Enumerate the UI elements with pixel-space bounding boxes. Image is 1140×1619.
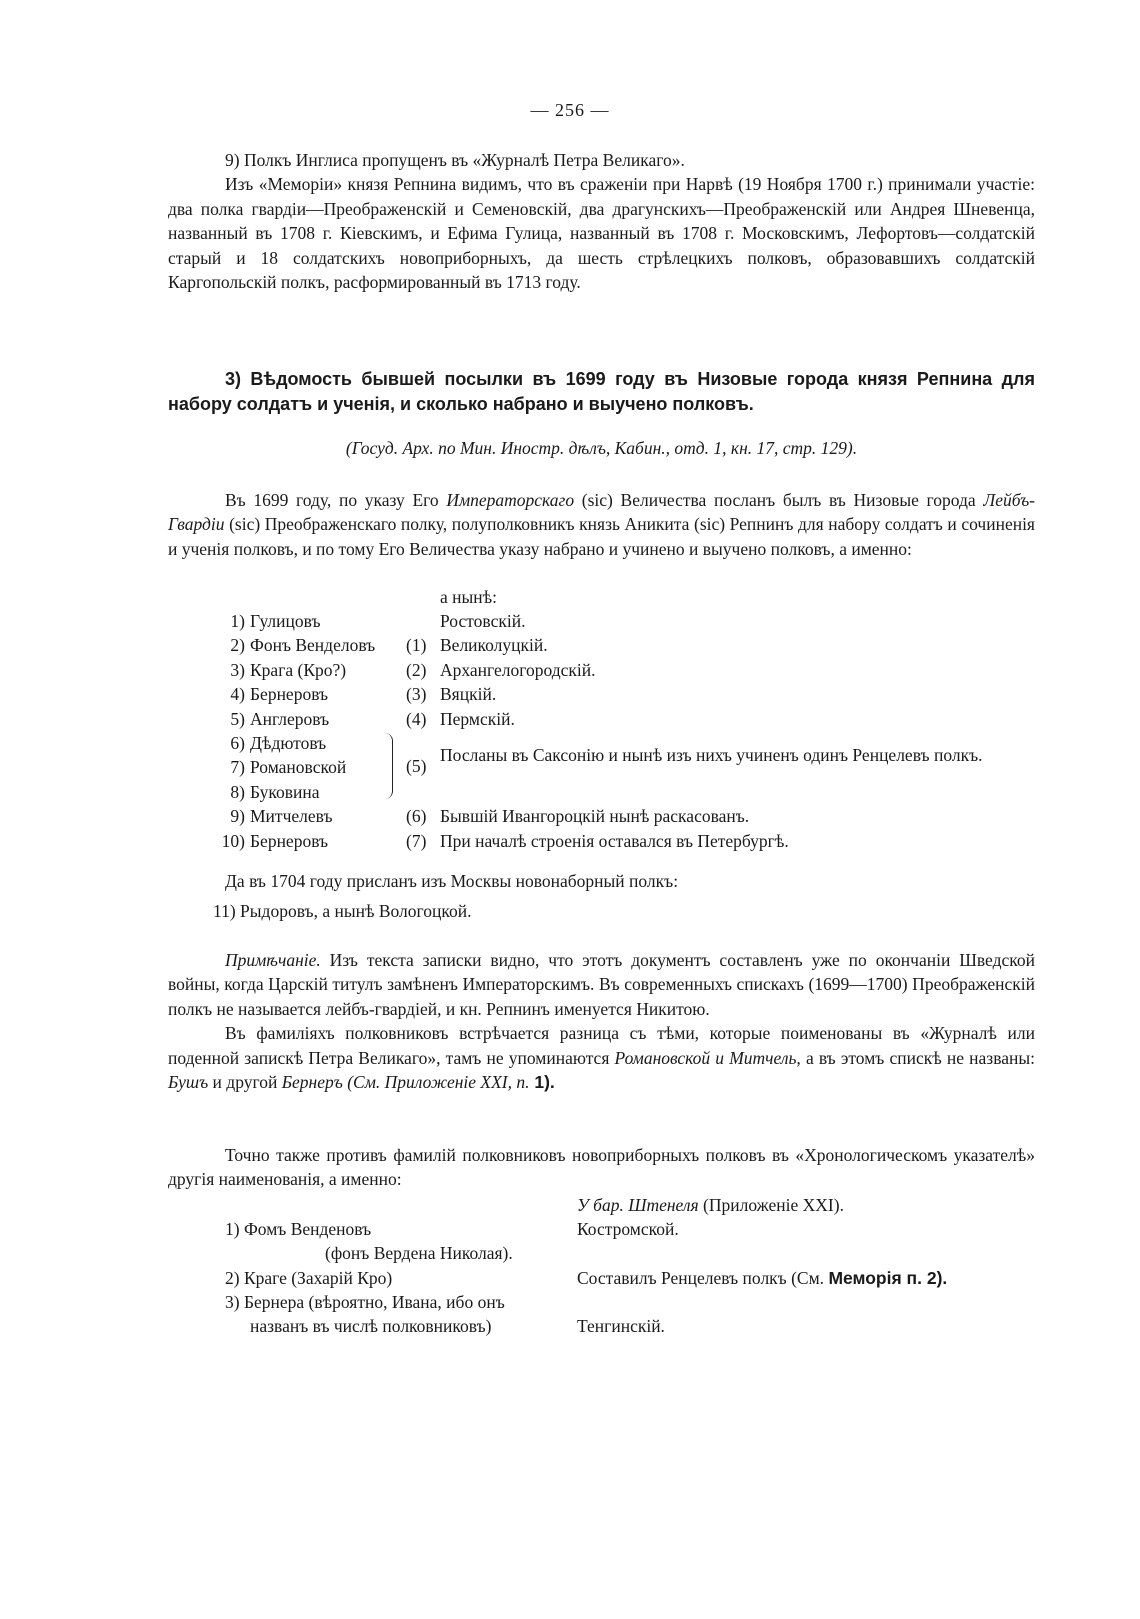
regiment-number: 2)	[230, 635, 245, 656]
paragraph-chronology: Точно также противъ фамилій полковниковъ новоприборныхъ полковъ въ «Хронологическомъ указателѣ» другія наименованія, а именно:	[168, 1145, 1035, 1190]
note-9: 9) Полкъ Инглиса пропущенъ въ «Журналѣ Петра Великаго». Изъ «Меморіи» князя Репнина видимъ, что въ сраженіи при Нарвѣ (19 Ноября 1700 г.) принимали участіе: два полка гвардіи—Преображенскій и Семеновскій, два драгунскихъ—Преображенскій или Андрея Шневенца, названный въ 1708 г. Кіевскимъ, и Ефима Гулица, названный въ 1708 г. Московскимъ, Лефортовъ—солдатскій старый и 18 солдатскихъ новоприборныхъ, да шесть стрѣлецкихъ полковъ, образовавшихъ солдатскій Каргопольскій полкъ, расформированный въ 1713 году.	[168, 148, 1035, 294]
regiment-ref: (3)	[406, 684, 427, 705]
regiment-number: 7)	[230, 757, 245, 778]
regiment-ref: (2)	[406, 659, 427, 680]
regiment-number: 6)	[230, 733, 245, 753]
regiment-number: 10)	[221, 830, 245, 851]
regiment-now: Бывшій Ивангороцкій нынѣ раскасованъ.	[440, 806, 750, 827]
regiment-now: Пермскій.	[440, 708, 515, 729]
section-heading: 3) Вѣдомость бывшей посылки въ 1699 году въ Низовые города князя Репнина для набору солдатъ и ученія, и сколько набрано и выучено полковъ.	[168, 369, 1035, 414]
group-ref: (5)	[406, 756, 427, 776]
table-row: 1) Фомъ Венденовъ	[225, 1219, 372, 1239]
archive-citation: (Госуд. Арх. по Мин. Иностр. дѣлъ, Кабин., отд. 1, кн. 17, стр. 129).	[345, 438, 858, 458]
regiment-now: Архангелогородскій.	[440, 659, 596, 680]
regiment-now: При началѣ строенія оставался въ Петербургѣ.	[440, 830, 789, 851]
regiment-colonel: Дѣдютовъ	[250, 733, 327, 753]
regiment-ref: (6)	[406, 806, 427, 827]
item-11: 11) Рыдоровъ, а нынѣ Вологоцкой.	[213, 901, 472, 921]
regiment-colonel: Бернеровъ	[250, 830, 329, 851]
table-cell: (фонъ Вердена Николая).	[325, 1243, 513, 1263]
table-cell: Тенгинскій.	[577, 1316, 665, 1336]
regiment-number: 1)	[230, 611, 245, 631]
regiment-colonel: Романовской	[250, 757, 347, 778]
table-cell: названъ въ числѣ полковниковъ)	[250, 1316, 492, 1336]
regiment-number: 9)	[230, 806, 245, 827]
regiment-colonel: Крага (Кро?)	[250, 659, 347, 680]
table-row: 3) Бернера (вѣроятно, Ивана, ибо онъ	[225, 1292, 505, 1312]
regiment-number: 4)	[230, 684, 245, 705]
regiment-colonel: Бернеровъ	[250, 684, 329, 705]
list-header: а нынѣ:	[440, 587, 497, 607]
regiment-ref: (4)	[406, 708, 427, 729]
regiment-ref: (1)	[406, 635, 427, 656]
regiment-now: Ростовскій.	[440, 611, 526, 631]
regiment-number: 8)	[230, 781, 245, 802]
paragraph-1699: Въ 1699 году, по указу Его Императорскаго (sic) Величества посланъ былъ въ Низовые города Лейбъ-Гвардіи (sic) Преображенскаго полку, полуполковникъ князь Аникита (sic) Репнинъ для набору солдатъ и сочиненія и ученія полковъ, и по тому Его Величества указу набрано и учинено и выучено полковъ, а именно:	[168, 490, 1035, 559]
paragraph-narva: Изъ «Меморіи» князя Репнина видимъ, что въ сраженіи при Нарвѣ (19 Ноября 1700 г.) принимали участіе: два полка гвардіи—Преображенскій и Семеновскій, два драгунскихъ—Преображенскій или Андрея Шневенца, названный въ 1708 г. Кіевскимъ, и Ефима Гулица, названный въ 1708 г. Московскимъ, Лефортовъ—солдатскій старый и 18 солдатскихъ новоприборныхъ, да шесть стрѣлецкихъ полковъ, образовавшихъ солдатскій Каргопольскій полкъ, расформированный въ 1713 году.	[168, 174, 1035, 293]
table-header: У бар. Штенеля (Приложеніе XXI).	[577, 1195, 844, 1215]
regiment-colonel: Буковина	[250, 781, 320, 802]
table-cell: Костромской.	[577, 1219, 679, 1239]
regiment-colonel: Гулицовъ	[250, 611, 321, 631]
table-cell: Составилъ Ренцелевъ полкъ (См. Меморія п. 2).	[577, 1268, 948, 1288]
table-row: 2) Краге (Захарій Кро)	[225, 1268, 393, 1288]
note-paragraph: Примѣчаніе. Изъ текста записки видно, что этотъ документъ составленъ уже по окончаніи Шведской войны, когда Царскій титулъ замѣненъ Императорскимъ. Въ современныхъ спискахъ (1699—1700) Преображенскій полкъ не называется лейбъ-гвардіей, и кн. Репнинъ именуется Никитою. Въ фамиліяхъ полковниковъ встрѣчается разница съ тѣми, которые поименованы въ «Журналѣ или поденной запискѣ Петра Великаго», тамъ не упоминаются Романовской и Митчель, а въ этомъ спискѣ не названы: Бушъ и другой Бернеръ (См. Приложеніе XXI, п. 1).	[168, 950, 1035, 1093]
regiment-now: Вяцкій.	[440, 684, 497, 705]
regiment-colonel: Фонъ Венделовъ	[250, 635, 376, 656]
regiment-number: 3)	[230, 659, 245, 680]
brace	[384, 733, 393, 799]
regiment-ref: (7)	[406, 830, 427, 851]
regiment-colonel: Англеровъ	[250, 708, 330, 729]
regiment-now: Великолуцкій.	[440, 635, 548, 656]
page-number: — 256 —	[530, 100, 610, 120]
regiment-colonel: Митчелевъ	[250, 806, 333, 827]
paragraph-1704: Да въ 1704 году присланъ изъ Москвы новонаборный полкъ:	[225, 871, 679, 891]
group-text: Посланы въ Саксонію и нынѣ изъ нихъ учиненъ одинъ Ренцелевъ полкъ.	[440, 745, 983, 765]
regiment-number: 5)	[230, 708, 245, 729]
